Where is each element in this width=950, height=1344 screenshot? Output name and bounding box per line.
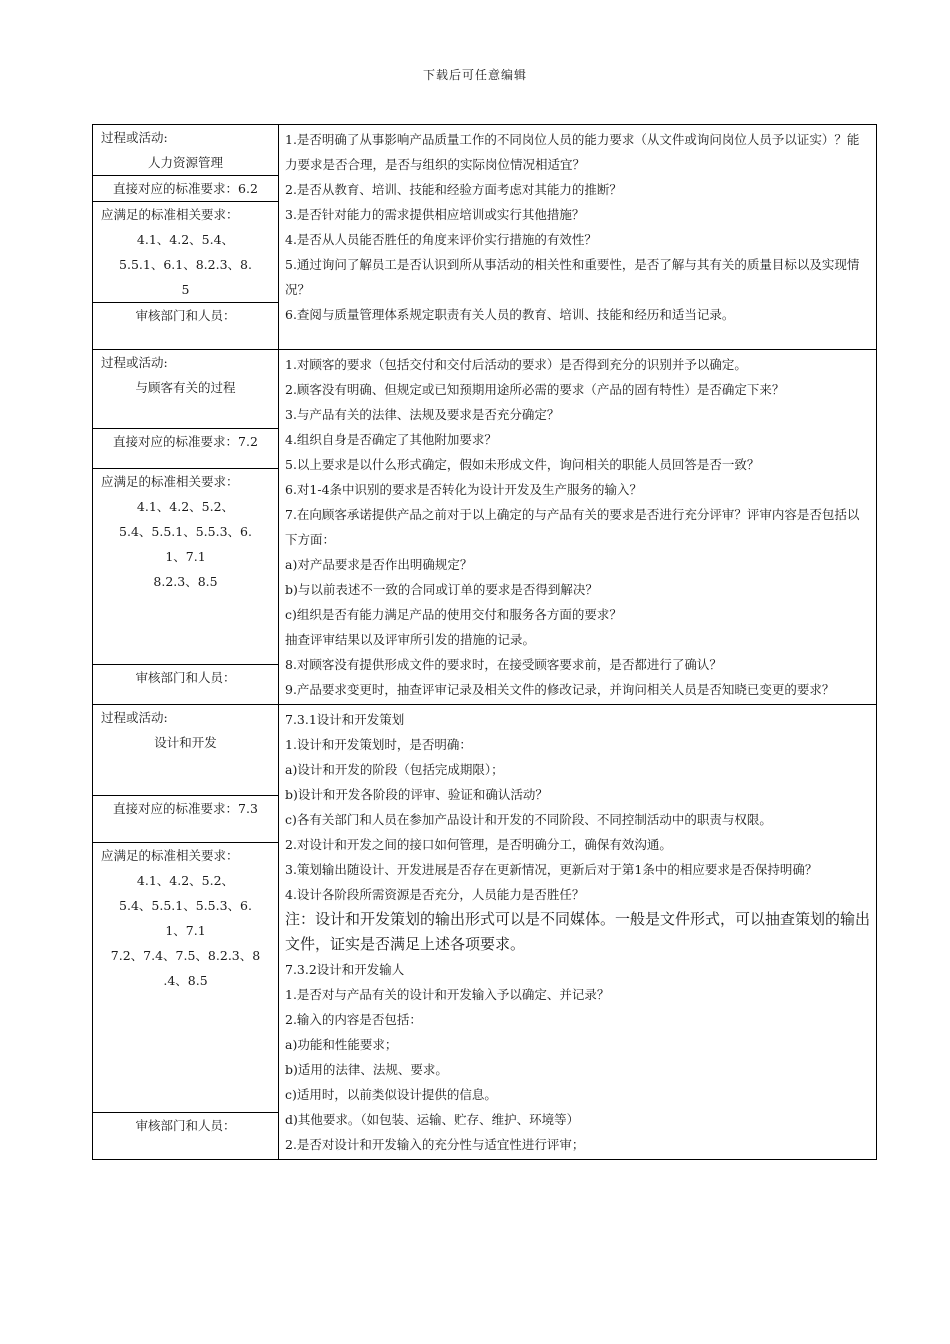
checklist-item: c)组织是否有能力满足产品的使用交付和服务各方面的要求？ <box>285 607 622 622</box>
audit-checklist-table <box>92 124 877 1160</box>
checklist-item: 5.通过询问了解员工是否认识到所从事活动的相关性和重要性，是否了解与其有关的质量目标以及实现情况？ <box>285 257 860 297</box>
process-cell <box>93 125 279 176</box>
checklist-item: a)功能和性能要求； <box>285 1037 398 1052</box>
checklist-item: 3.与产品有关的法律、法规及要求是否充分确定？ <box>285 407 560 422</box>
audit-label: 审核部门和人员： <box>135 669 236 685</box>
checklist-item: 2.是否从教育、培训、技能和经验方面考虑对其能力的推断？ <box>285 182 622 197</box>
direct-standard: 直接对应的标准要求：7.3 <box>113 801 258 817</box>
checklist-item: a)对产品要求是否作出明确规定？ <box>285 557 473 572</box>
audit-label: 审核部门和人员： <box>135 308 236 323</box>
related-line: 4.1、4.2、5.2、 <box>136 499 235 515</box>
related-label: 应满足的标准相关要求： <box>101 847 239 863</box>
related-line: 8.2.3、8.5 <box>153 574 218 590</box>
related-requirements-cell <box>93 469 279 664</box>
checklist-item: 6.查阅与质量管理体系规定职责有关人员的教育、培训、技能和经历和适当记录。 <box>285 307 735 322</box>
checklist-item: 8.对顾客没有提供形成文件的要求时，在接受顾客要求前，是否都进行了确认？ <box>285 657 722 672</box>
checklist-item: a)设计和开发的阶段（包括完成期限）； <box>285 762 504 777</box>
process-cell <box>93 705 279 796</box>
related-line: 1、7.1 <box>165 922 206 938</box>
related-requirements-cell <box>93 202 279 303</box>
direct-standard: 直接对应的标准要求：6.2 <box>113 181 258 196</box>
checklist-item: 2.顾客没有明确、但规定或已知预期用途所必需的要求（产品的固有特性）是否确定下来？ <box>285 382 785 397</box>
audit-personnel-cell <box>93 664 279 704</box>
related-label: 应满足的标准相关要求： <box>101 207 239 222</box>
process-cell <box>93 350 279 429</box>
checklist-item: 7.在向顾客承诺提供产品之前对于以上确定的与产品有关的要求是否进行充分评审？评审内容是否包括以下方面： <box>285 507 860 547</box>
checklist-item: 5.以上要求是以什么形式确定，假如未形成文件，询问相关的职能人员回答是否一致？ <box>285 457 760 472</box>
checklist-item: 3.是否针对能力的需求提供相应培训或实行其他措施？ <box>285 207 585 222</box>
checklist-item: 1.对顾客的要求（包括交付和交付后活动的要求）是否得到充分的识别并予以确定。 <box>285 357 747 372</box>
process-label: 过程或活动: <box>101 355 168 370</box>
checklist-item: 2.对设计和开发之间的接口如何管理，是否明确分工，确保有效沟通。 <box>285 837 672 852</box>
checklist-item: 4.设计各阶段所需资源是否充分，人员能力是否胜任？ <box>285 887 585 902</box>
checklist-item: b)适用的法律、法规、要求。 <box>285 1062 448 1077</box>
related-line: 1、7.1 <box>165 549 206 565</box>
related-requirements-cell <box>93 842 279 1112</box>
related-line: .4、8.5 <box>163 972 208 988</box>
related-line: 5.5.1、6.1、8.2.3、8. <box>119 257 252 272</box>
checklist-item: 6.对1-4条中识别的要求是否转化为设计开发及生产服务的输入？ <box>285 482 643 497</box>
checklist-cell <box>279 705 877 1160</box>
checklist-item: 3.策划输出随设计、开发进展是否存在更新情况，更新后对于第1条中的相应要求是否保持明确？ <box>285 862 818 877</box>
checklist-cell <box>279 125 877 350</box>
audit-personnel-cell <box>93 303 279 350</box>
audit-personnel-cell <box>93 1113 279 1160</box>
checklist-item: d)其他要求。（如包装、运输、贮存、维护、环境等） <box>285 1112 580 1127</box>
related-label: 应满足的标准相关要求： <box>101 474 239 490</box>
related-line: 5.4、5.5.1、5.5.3、6. <box>119 897 252 913</box>
process-name: 人力资源管理 <box>147 155 223 170</box>
process-name: 与顾客有关的过程 <box>135 380 236 395</box>
process-name: 设计和开发 <box>154 735 217 750</box>
checklist-item: 7.3.2设计和开发输人 <box>285 962 405 977</box>
checklist-item: 1.是否对与产品有关的设计和开发输入予以确定、并记录？ <box>285 987 610 1002</box>
page-header: 下载后可任意编辑 <box>422 68 527 82</box>
direct-standard: 直接对应的标准要求：7.2 <box>113 434 258 450</box>
checklist-item: c)各有关部门和人员在参加产品设计和开发的不同阶段、不同控制活动中的职责与权限。 <box>285 812 772 827</box>
checklist-item: 4.组织自身是否确定了其他附加要求？ <box>285 432 497 447</box>
checklist-item: 2.输入的内容是否包括： <box>285 1012 422 1027</box>
checklist-item: b)设计和开发各阶段的评审、验证和确认活动？ <box>285 787 548 802</box>
audit-label: 审核部门和人员： <box>135 1118 236 1134</box>
checklist-item: 9.产品要求变更时，抽查评审记录及相关文件的修改记录，并询问相关人员是否知晓已变更的要求？ <box>285 682 835 697</box>
checklist-item: c)适用时，以前类似设计提供的信息。 <box>285 1087 497 1102</box>
checklist-item: 1.是否明确了从事影响产品质量工作的不同岗位人员的能力要求（从文件或询问岗位人员予以证实）？能力要求是否合理，是否与组织的实际岗位情况相适宜？ <box>285 132 860 172</box>
process-label: 过程或活动: <box>101 710 168 725</box>
checklist-item: 抽查评审结果以及评审所引发的措施的记录。 <box>285 632 536 647</box>
direct-standard-cell <box>93 796 279 843</box>
checklist-item: 1.设计和开发策划时，是否明确： <box>285 737 472 752</box>
section-hr-row-process <box>93 125 877 176</box>
checklist-note: 注：设计和开发策划的输出形式可以是不同媒体。一般是文件形式，可以抽查策划的输出文件，证实是否满足上述各项要求。 <box>285 910 871 953</box>
direct-standard-cell <box>93 429 279 469</box>
related-line: 5.4、5.5.1、5.5.3、6. <box>119 524 252 540</box>
direct-standard-cell <box>93 176 279 202</box>
related-line: 5 <box>181 282 190 297</box>
related-line: 4.1、4.2、5.2、 <box>136 872 235 888</box>
checklist-item: 2.是否对设计和开发输入的充分性与适宜性进行评审； <box>285 1137 585 1152</box>
checklist-item: 4.是否从人员能否胜任的角度来评价实行措施的有效性？ <box>285 232 597 247</box>
checklist-cell <box>279 350 877 705</box>
checklist-item: 7.3.1设计和开发策划 <box>285 712 405 727</box>
related-line: 7.2、7.4、7.5、8.2.3、8 <box>110 947 261 963</box>
checklist-item: b)与以前表述不一致的合同或订单的要求是否得到解决？ <box>285 582 598 597</box>
related-line: 4.1、4.2、5.4、 <box>136 232 235 247</box>
process-label: 过程或活动: <box>101 130 168 145</box>
